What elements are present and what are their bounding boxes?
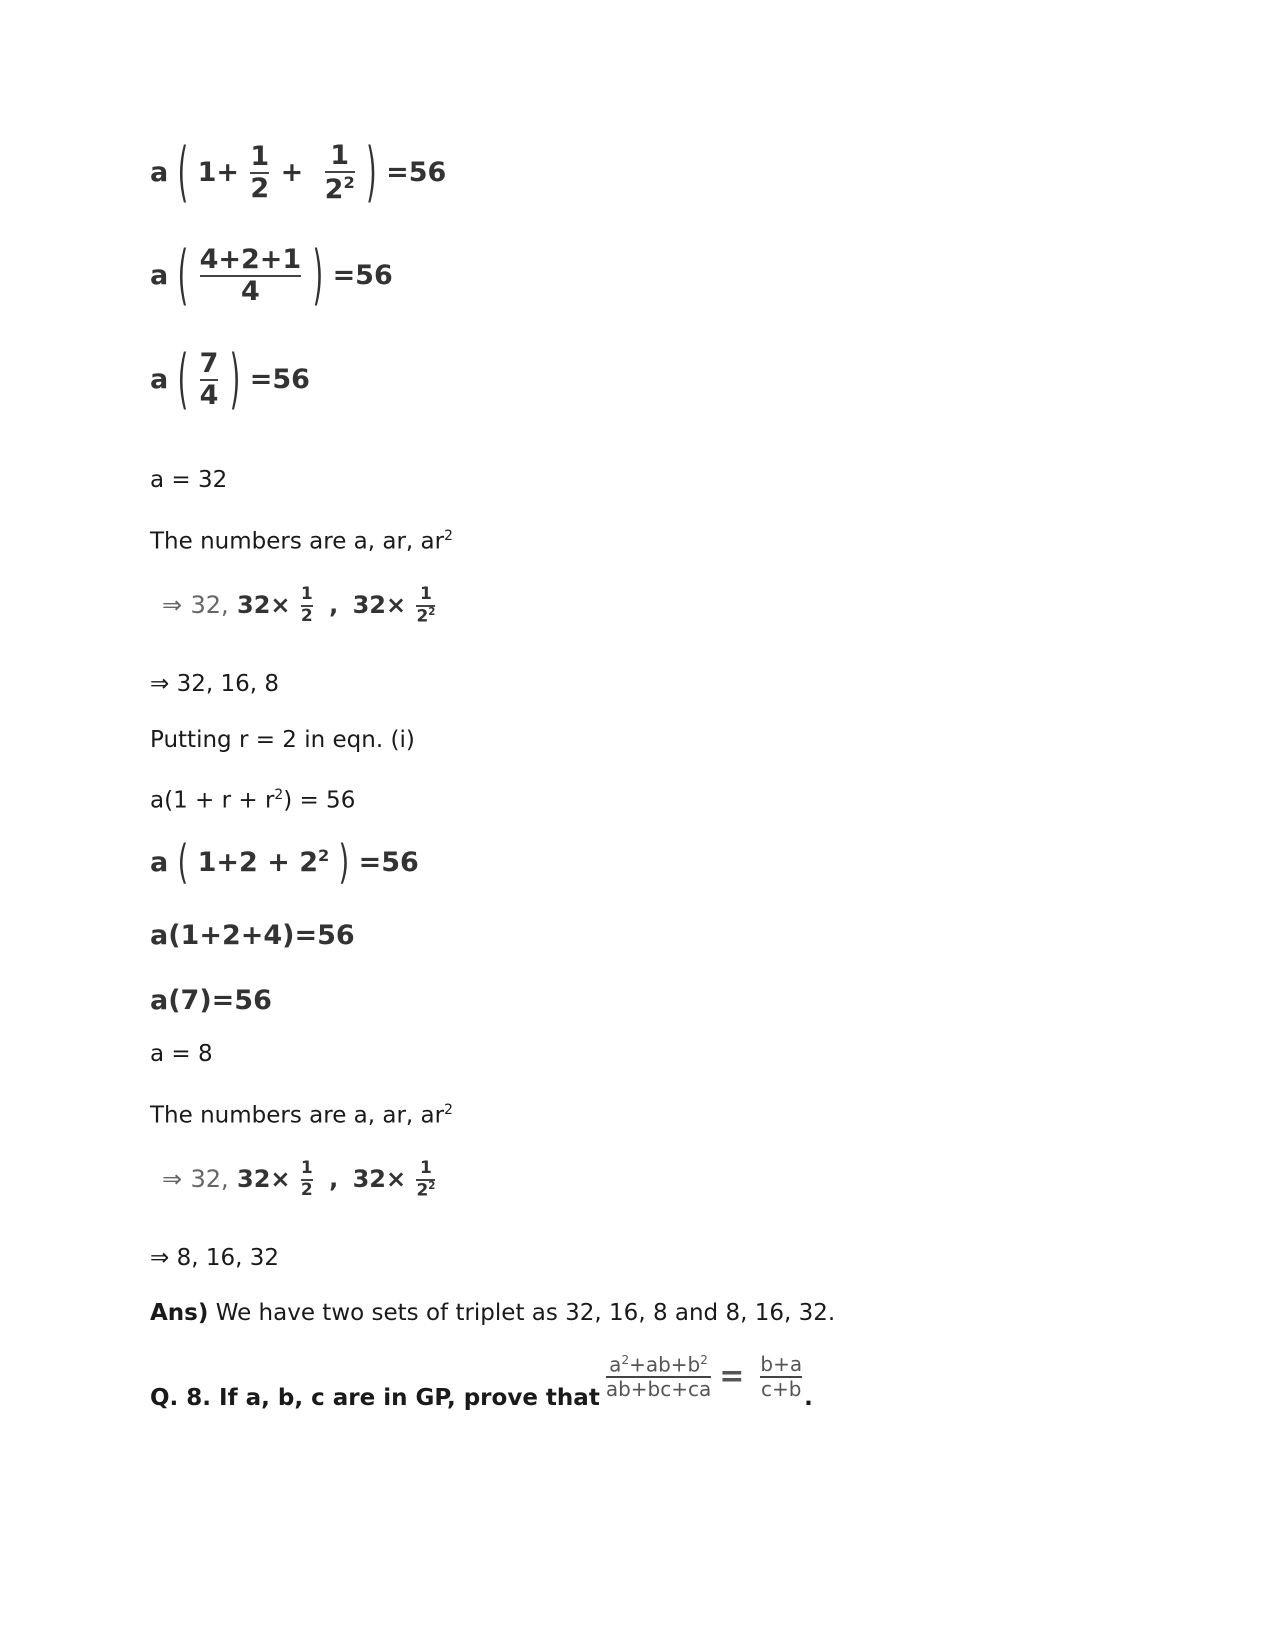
- answer-line: [150, 1299, 835, 1327]
- fraction-seven-quarters-expanded: $\frac{4+2+1}{4}$: [199, 244, 302, 308]
- question-8-label: Q. 8. If a, b, c are in GP, prove that: [150, 1385, 600, 1411]
- rhs: =56: [386, 156, 447, 188]
- result-32-16-8: ⇒ 32, 16, 8: [150, 671, 279, 697]
- q8-left-fraction: $\frac{a^2+ab+b^2}{ab+bc+ca}$: [605, 1352, 712, 1402]
- result-8-16-32: ⇒ 8, 16, 32: [150, 1245, 279, 1271]
- equation-i: $a(1 + r + r^2) = 56$: [150, 787, 356, 814]
- right-paren: ): [338, 837, 350, 890]
- left-paren: (: [177, 343, 189, 418]
- result-a-32: a = 32: [150, 467, 228, 493]
- equation-line-3: [150, 343, 310, 418]
- numbers-statement-2: The numbers are a, ar, $ar^2$: [150, 1102, 453, 1129]
- left-paren: (: [177, 239, 189, 314]
- fraction-seven-quarters: $\frac{7}{4}$: [199, 348, 219, 412]
- rhs: =56: [332, 259, 393, 291]
- fraction-quarter: $\frac{1}{2^2}$: [324, 140, 355, 206]
- right-paren: ): [229, 343, 241, 418]
- putting-r-2: Putting r = 2 in eqn. (i): [150, 727, 415, 753]
- equation-line-12: a(7)=56: [150, 985, 272, 1016]
- equation-line-1: [150, 136, 447, 211]
- result-a-8: a = 8: [150, 1041, 213, 1067]
- fraction-quarter: $\frac{1}{2^2}$: [416, 584, 436, 627]
- term-one: 1+: [197, 156, 240, 188]
- numbers-statement-1: The numbers are a, ar, $ar^2$: [150, 528, 453, 555]
- equation-line-2: [150, 239, 393, 314]
- right-paren: ): [366, 136, 377, 211]
- equation-line-11: a(1+2+4)=56: [150, 920, 355, 951]
- rhs: =56: [249, 363, 310, 395]
- q8-equals: =: [719, 1359, 745, 1394]
- left-paren: (: [177, 837, 189, 890]
- fraction-half: $\frac{1}{2}$: [300, 584, 313, 627]
- implies-arrow: ⇒: [162, 591, 183, 620]
- answer-text: We have two sets of triplet as 32, 16, 8 and 8, 16, 32.: [208, 1300, 836, 1326]
- right-paren: ): [312, 239, 324, 314]
- var-a: a: [150, 156, 169, 188]
- equation-line-10: a ( $1+2 + 2^2$ ) =56: [150, 837, 419, 890]
- implies-arrow: ⇒: [162, 1165, 183, 1194]
- answer-label: Ans): [150, 1300, 209, 1326]
- numbers-expression-1: ⇒ 32, 32× $\frac{1}{2}$ , 32× $\frac{1}{2^2}$: [162, 584, 436, 627]
- var-a: a: [150, 363, 169, 395]
- numbers-expression-2: ⇒ 32, 32× $\frac{1}{2}$ , 32× $\frac{1}{2^2}$: [162, 1158, 436, 1201]
- var-a: a: [150, 259, 169, 291]
- fraction-quarter: $\frac{1}{2^2}$: [416, 1158, 436, 1201]
- question-8: Q. 8. If a, b, c are in GP, prove that $\frac{a^2+ab+b^2}{ab+bc+ca}$ = $\frac{b+a}{c+b}$ .: [150, 1352, 813, 1411]
- q8-right-fraction: $\frac{b+a}{c+b}$: [760, 1352, 803, 1401]
- fraction-half: $\frac{1}{2}$: [300, 1158, 313, 1201]
- left-paren: (: [177, 136, 189, 211]
- plus-sign: +: [280, 156, 304, 188]
- fraction-half: $\frac{1}{2}$: [250, 141, 270, 205]
